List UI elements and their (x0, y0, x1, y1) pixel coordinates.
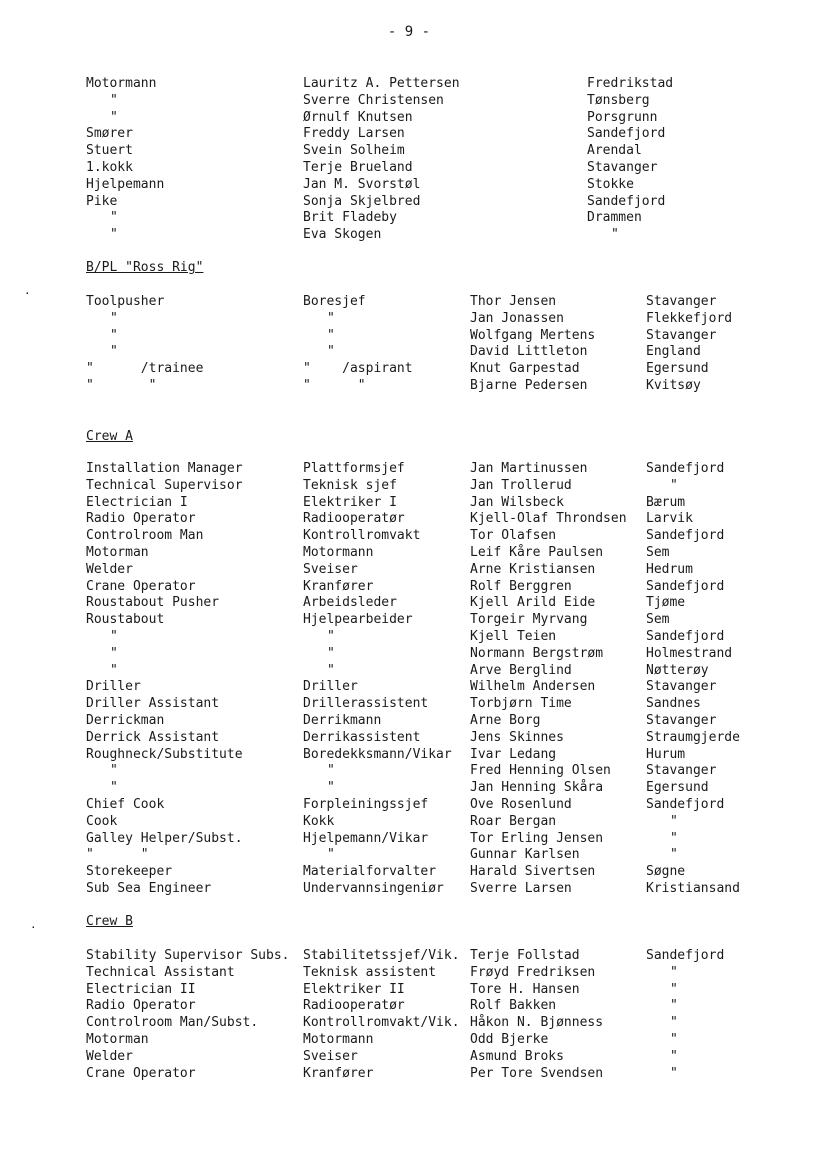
table-row (0, 998, 818, 1015)
position-english-cell: Motorman (86, 1031, 149, 1047)
hometown-cell: Kristiansand (646, 880, 740, 896)
hometown-cell: " (670, 998, 678, 1014)
table-row (0, 210, 818, 227)
hometown-cell: Sandefjord (646, 528, 725, 544)
name-cell: Jan Henning Skåra (470, 780, 604, 796)
table-row (0, 663, 818, 680)
table-row (0, 311, 818, 328)
table-row (0, 780, 818, 797)
name-cell: Torbjørn Time (470, 696, 572, 712)
position-norwegian-cell: Derrikassistent (303, 729, 421, 745)
hometown-cell: Porsgrunn (587, 109, 658, 125)
hometown-cell: Sem (646, 544, 670, 560)
position-english-cell: Controlroom Man/Subst. (86, 1015, 259, 1031)
name-cell: Rolf Bakken (470, 998, 557, 1014)
name-cell: Jan Wilsbeck (470, 494, 564, 510)
position-norwegian-cell: " (327, 645, 335, 661)
position-english-cell: Controlroom Man (86, 528, 204, 544)
name-cell: Lauritz A. Pettersen (303, 76, 460, 91)
name-cell: Ivar Ledang (470, 746, 557, 762)
table-row (0, 747, 818, 764)
position-cell: Hjelpemann (86, 176, 165, 192)
position-norwegian-cell: Forpleiningssjef (303, 796, 429, 812)
position-norwegian-cell: Arbeidsleder (303, 595, 397, 611)
hometown-cell: Sandnes (646, 696, 701, 712)
position-norwegian-cell: " (327, 344, 335, 360)
hometown-cell: " (670, 1031, 678, 1047)
table-row (0, 595, 818, 612)
name-cell: Jan Jonassen (470, 310, 564, 326)
name-cell: Arve Berglind (470, 662, 572, 678)
hometown-cell: Stavanger (646, 763, 717, 779)
name-cell: Sonja Skjelbred (303, 193, 421, 209)
position-english-cell: Galley Helper/Subst. (86, 830, 243, 846)
position-english-cell: Derrickman (86, 712, 165, 728)
hometown-cell: Bærum (646, 494, 686, 510)
hometown-cell: " (670, 477, 678, 493)
hometown-cell: " (670, 981, 678, 997)
hometown-cell: England (646, 344, 701, 360)
position-english-cell: Crane Operator (86, 1065, 196, 1081)
name-cell: Kjell Teien (470, 628, 557, 644)
name-cell: Odd Bjerke (470, 1031, 549, 1047)
position-english-cell: Toolpusher (86, 294, 165, 309)
position-english-cell: Radio Operator (86, 511, 196, 527)
name-cell: Bjarne Pedersen (470, 377, 588, 393)
position-norwegian-cell: Radiooperatør (303, 511, 405, 527)
position-cell: Motormann (86, 76, 157, 91)
position-norwegian-cell: Hjelpemann/Vikar (303, 830, 429, 846)
position-english-cell: Installation Manager (86, 461, 243, 476)
table-row (0, 696, 818, 713)
position-norwegian-cell: Driller (303, 679, 358, 695)
hometown-cell: " (670, 847, 678, 863)
section-heading-ross-rig: B/PL "Ross Rig" (86, 260, 204, 275)
position-english-cell: Welder (86, 561, 133, 577)
hometown-cell: Flekkefjord (646, 310, 733, 326)
hometown-cell: Sandefjord (646, 628, 725, 644)
table-row (0, 864, 818, 881)
table-row (0, 110, 818, 127)
table-row (0, 194, 818, 211)
section-heading-crew-b: Crew B (86, 914, 133, 929)
position-norwegian-cell: " (327, 780, 335, 796)
hometown-cell: " (670, 1048, 678, 1064)
position-norwegian-cell: Kontrollromvakt/Vik. (303, 1015, 460, 1031)
name-cell: Wolfgang Mertens (470, 327, 596, 343)
name-cell: Ove Rosenlund (470, 796, 572, 812)
table-row (0, 948, 818, 965)
table-row (0, 965, 818, 982)
hometown-cell: " (670, 1015, 678, 1031)
position-english-cell: " (110, 780, 118, 796)
position-english-cell: " (110, 763, 118, 779)
position-norwegian-cell: " (327, 628, 335, 644)
name-cell: Rolf Berggren (470, 578, 572, 594)
position-norwegian-cell: Stabilitetssjef/Vik. (303, 948, 460, 963)
hometown-cell: Egersund (646, 780, 709, 796)
position-norwegian-cell: Sveiser (303, 561, 358, 577)
position-norwegian-cell: Teknisk sjef (303, 477, 397, 493)
name-cell: Sverre Larsen (470, 880, 572, 896)
table-row (0, 763, 818, 780)
table-row (0, 344, 818, 361)
hometown-cell: Holmestrand (646, 645, 733, 661)
position-english-cell: Stability Supervisor Subs. (86, 948, 290, 963)
hometown-cell: Stavanger (646, 712, 717, 728)
name-cell: Terje Follstad (470, 948, 580, 963)
name-cell: David Littleton (470, 344, 588, 360)
position-cell: 1.kokk (86, 159, 133, 175)
name-cell: Tor Olafsen (470, 528, 557, 544)
name-cell: Jan Trollerud (470, 477, 572, 493)
table-row (0, 797, 818, 814)
position-norwegian-cell: Teknisk assistent (303, 964, 437, 980)
hometown-cell: Fredrikstad (587, 76, 674, 91)
position-english-cell: Derrick Assistant (86, 729, 220, 745)
position-norwegian-cell: Plattformsjef (303, 461, 405, 476)
table-row (0, 814, 818, 831)
table-row (0, 982, 818, 999)
section-ross-rig (0, 294, 818, 395)
position-english-cell: Motorman (86, 544, 149, 560)
table-row (0, 679, 818, 696)
position-cell: " (110, 227, 118, 243)
name-cell: Brit Fladeby (303, 210, 397, 226)
position-norwegian-cell: " (327, 310, 335, 326)
position-cell: Stuert (86, 143, 133, 159)
position-english-cell: Technical Supervisor (86, 477, 243, 493)
position-norwegian-cell: Drillerassistent (303, 696, 429, 712)
hometown-cell: Sandefjord (646, 948, 725, 963)
position-norwegian-cell: Kontrollromvakt (303, 528, 421, 544)
position-norwegian-cell: " (327, 847, 335, 863)
position-english-cell: Chief Cook (86, 796, 165, 812)
table-row (0, 177, 818, 194)
name-cell: Håkon N. Bjønness (470, 1015, 604, 1031)
table-row (0, 562, 818, 579)
section-heading-crew-a: Crew A (86, 429, 133, 444)
name-cell: Jan Martinussen (470, 461, 588, 476)
position-norwegian-cell: Kokk (303, 813, 335, 829)
table-row (0, 1049, 818, 1066)
position-english-cell: " " (86, 847, 149, 863)
name-cell: Torgeir Myrvang (470, 612, 588, 628)
hometown-cell: Sandefjord (646, 461, 725, 476)
table-row (0, 294, 818, 311)
hometown-cell: Drammen (587, 210, 642, 226)
hometown-cell: Sandefjord (587, 126, 666, 142)
table-row (0, 76, 818, 93)
name-cell: Freddy Larsen (303, 126, 405, 142)
position-english-cell: Sub Sea Engineer (86, 880, 212, 896)
section-crew-b (0, 948, 818, 1082)
name-cell: Jan M. Svorstøl (303, 176, 421, 192)
hometown-cell: " (670, 830, 678, 846)
name-cell: Sverre Christensen (303, 92, 444, 108)
page-number: - 9 - (387, 24, 431, 40)
position-english-cell: Radio Operator (86, 998, 196, 1014)
position-english-cell: " (110, 327, 118, 343)
table-row (0, 1032, 818, 1049)
scan-speck: · (24, 287, 31, 300)
table-row (0, 361, 818, 378)
table-row (0, 93, 818, 110)
position-norwegian-cell: " (327, 662, 335, 678)
position-english-cell: Driller Assistant (86, 696, 220, 712)
table-row (0, 847, 818, 864)
position-norwegian-cell: Radiooperatør (303, 998, 405, 1014)
hometown-cell: Arendal (587, 143, 642, 159)
table-row (0, 545, 818, 562)
position-cell: " (110, 92, 118, 108)
position-english-cell: " (110, 344, 118, 360)
name-cell: Gunnar Karlsen (470, 847, 580, 863)
name-cell: Ørnulf Knutsen (303, 109, 413, 125)
name-cell: Thor Jensen (470, 294, 557, 309)
position-norwegian-cell: Derrikmann (303, 712, 382, 728)
hometown-cell: " (670, 1065, 678, 1081)
position-english-cell: Driller (86, 679, 141, 695)
table-row (0, 461, 818, 478)
position-cell: " (110, 210, 118, 226)
name-cell: Fred Henning Olsen (470, 763, 611, 779)
hometown-cell: Egersund (646, 361, 709, 377)
position-english-cell: " (110, 310, 118, 326)
hometown-cell: Kvitsøy (646, 377, 701, 393)
hometown-cell: Nøtterøy (646, 662, 709, 678)
position-norwegian-cell: Sveiser (303, 1048, 358, 1064)
position-cell: Smører (86, 126, 133, 142)
position-norwegian-cell: Kranfører (303, 578, 374, 594)
hometown-cell: Stavanger (646, 294, 717, 309)
position-english-cell: Roustabout (86, 612, 165, 628)
position-english-cell: " /trainee (86, 361, 204, 377)
position-english-cell: Technical Assistant (86, 964, 235, 980)
position-english-cell: Cook (86, 813, 118, 829)
name-cell: Knut Garpestad (470, 361, 580, 377)
position-english-cell: " (110, 662, 118, 678)
name-cell: Tor Erling Jensen (470, 830, 604, 846)
section-crew-a (0, 461, 818, 898)
position-english-cell: " " (86, 377, 157, 393)
hometown-cell: Søgne (646, 864, 686, 880)
name-cell: Per Tore Svendsen (470, 1065, 604, 1081)
hometown-cell: Sem (646, 612, 670, 628)
table-row (0, 881, 818, 898)
position-cell: " (110, 109, 118, 125)
position-norwegian-cell: Undervannsingeniør (303, 880, 444, 896)
position-english-cell: Electrician II (86, 981, 196, 997)
hometown-cell: Sandefjord (646, 796, 725, 812)
position-norwegian-cell: Boredekksmann/Vikar (303, 746, 452, 762)
position-norwegian-cell: Elektriker I (303, 494, 397, 510)
table-row (0, 713, 818, 730)
name-cell: Normann Bergstrøm (470, 645, 604, 661)
hometown-cell: Stavanger (587, 159, 658, 175)
name-cell: Eva Skogen (303, 227, 382, 243)
table-row (0, 378, 818, 395)
name-cell: Asmund Broks (470, 1048, 564, 1064)
table-row (0, 328, 818, 345)
hometown-cell: Sandefjord (646, 578, 725, 594)
position-norwegian-cell: Motormann (303, 544, 374, 560)
position-norwegian-cell: Boresjef (303, 294, 366, 309)
hometown-cell: Hedrum (646, 561, 693, 577)
table-row (0, 126, 818, 143)
position-norwegian-cell: " (327, 327, 335, 343)
hometown-cell: Stavanger (646, 679, 717, 695)
name-cell: Kjell-Olaf Throndsen (470, 511, 627, 527)
name-cell: Tore H. Hansen (470, 981, 580, 997)
position-english-cell: Electrician I (86, 494, 188, 510)
name-cell: Terje Brueland (303, 159, 413, 175)
hometown-cell: Straumgjerde (646, 729, 740, 745)
name-cell: Jens Skinnes (470, 729, 564, 745)
position-norwegian-cell: " " (303, 377, 366, 393)
table-row (0, 511, 818, 528)
table-row (0, 612, 818, 629)
table-row (0, 227, 818, 244)
name-cell: Roar Bergan (470, 813, 557, 829)
position-english-cell: Crane Operator (86, 578, 196, 594)
name-cell: Harald Sivertsen (470, 864, 596, 880)
table-row (0, 629, 818, 646)
hometown-cell: Tønsberg (587, 92, 650, 108)
name-cell: Svein Solheim (303, 143, 405, 159)
table-row (0, 646, 818, 663)
position-cell: Pike (86, 193, 118, 209)
table-row (0, 143, 818, 160)
hometown-cell: Stokke (587, 176, 634, 192)
table-row (0, 730, 818, 747)
position-english-cell: Storekeeper (86, 864, 173, 880)
hometown-cell: Stavanger (646, 327, 717, 343)
position-norwegian-cell: " /aspirant (303, 361, 413, 377)
position-norwegian-cell: Materialforvalter (303, 864, 437, 880)
hometown-cell: Hurum (646, 746, 686, 762)
position-norwegian-cell: Elektriker II (303, 981, 405, 997)
table-row (0, 831, 818, 848)
position-norwegian-cell: Motormann (303, 1031, 374, 1047)
table-row (0, 478, 818, 495)
hometown-cell: Sandefjord (587, 193, 666, 209)
hometown-cell: " (670, 813, 678, 829)
name-cell: Wilhelm Andersen (470, 679, 596, 695)
hometown-cell: Tjøme (646, 595, 686, 611)
table-row (0, 1066, 818, 1083)
position-norwegian-cell: " (327, 763, 335, 779)
table-row (0, 528, 818, 545)
table-row (0, 160, 818, 177)
name-cell: Kjell Arild Eide (470, 595, 596, 611)
name-cell: Leif Kåre Paulsen (470, 544, 604, 560)
hometown-cell: " (611, 227, 619, 243)
position-norwegian-cell: Kranfører (303, 1065, 374, 1081)
position-english-cell: " (110, 645, 118, 661)
table-row (0, 1015, 818, 1032)
position-norwegian-cell: Hjelpearbeider (303, 612, 413, 628)
name-cell: Frøyd Fredriksen (470, 964, 596, 980)
position-english-cell: Roustabout Pusher (86, 595, 220, 611)
section-crew-list-top (0, 76, 818, 244)
scan-speck: · (30, 921, 37, 934)
name-cell: Arne Borg (470, 712, 541, 728)
hometown-cell: " (670, 964, 678, 980)
position-english-cell: " (110, 628, 118, 644)
table-row (0, 579, 818, 596)
position-english-cell: Welder (86, 1048, 133, 1064)
hometown-cell: Larvik (646, 511, 693, 527)
position-english-cell: Roughneck/Substitute (86, 746, 243, 762)
table-row (0, 495, 818, 512)
name-cell: Arne Kristiansen (470, 561, 596, 577)
